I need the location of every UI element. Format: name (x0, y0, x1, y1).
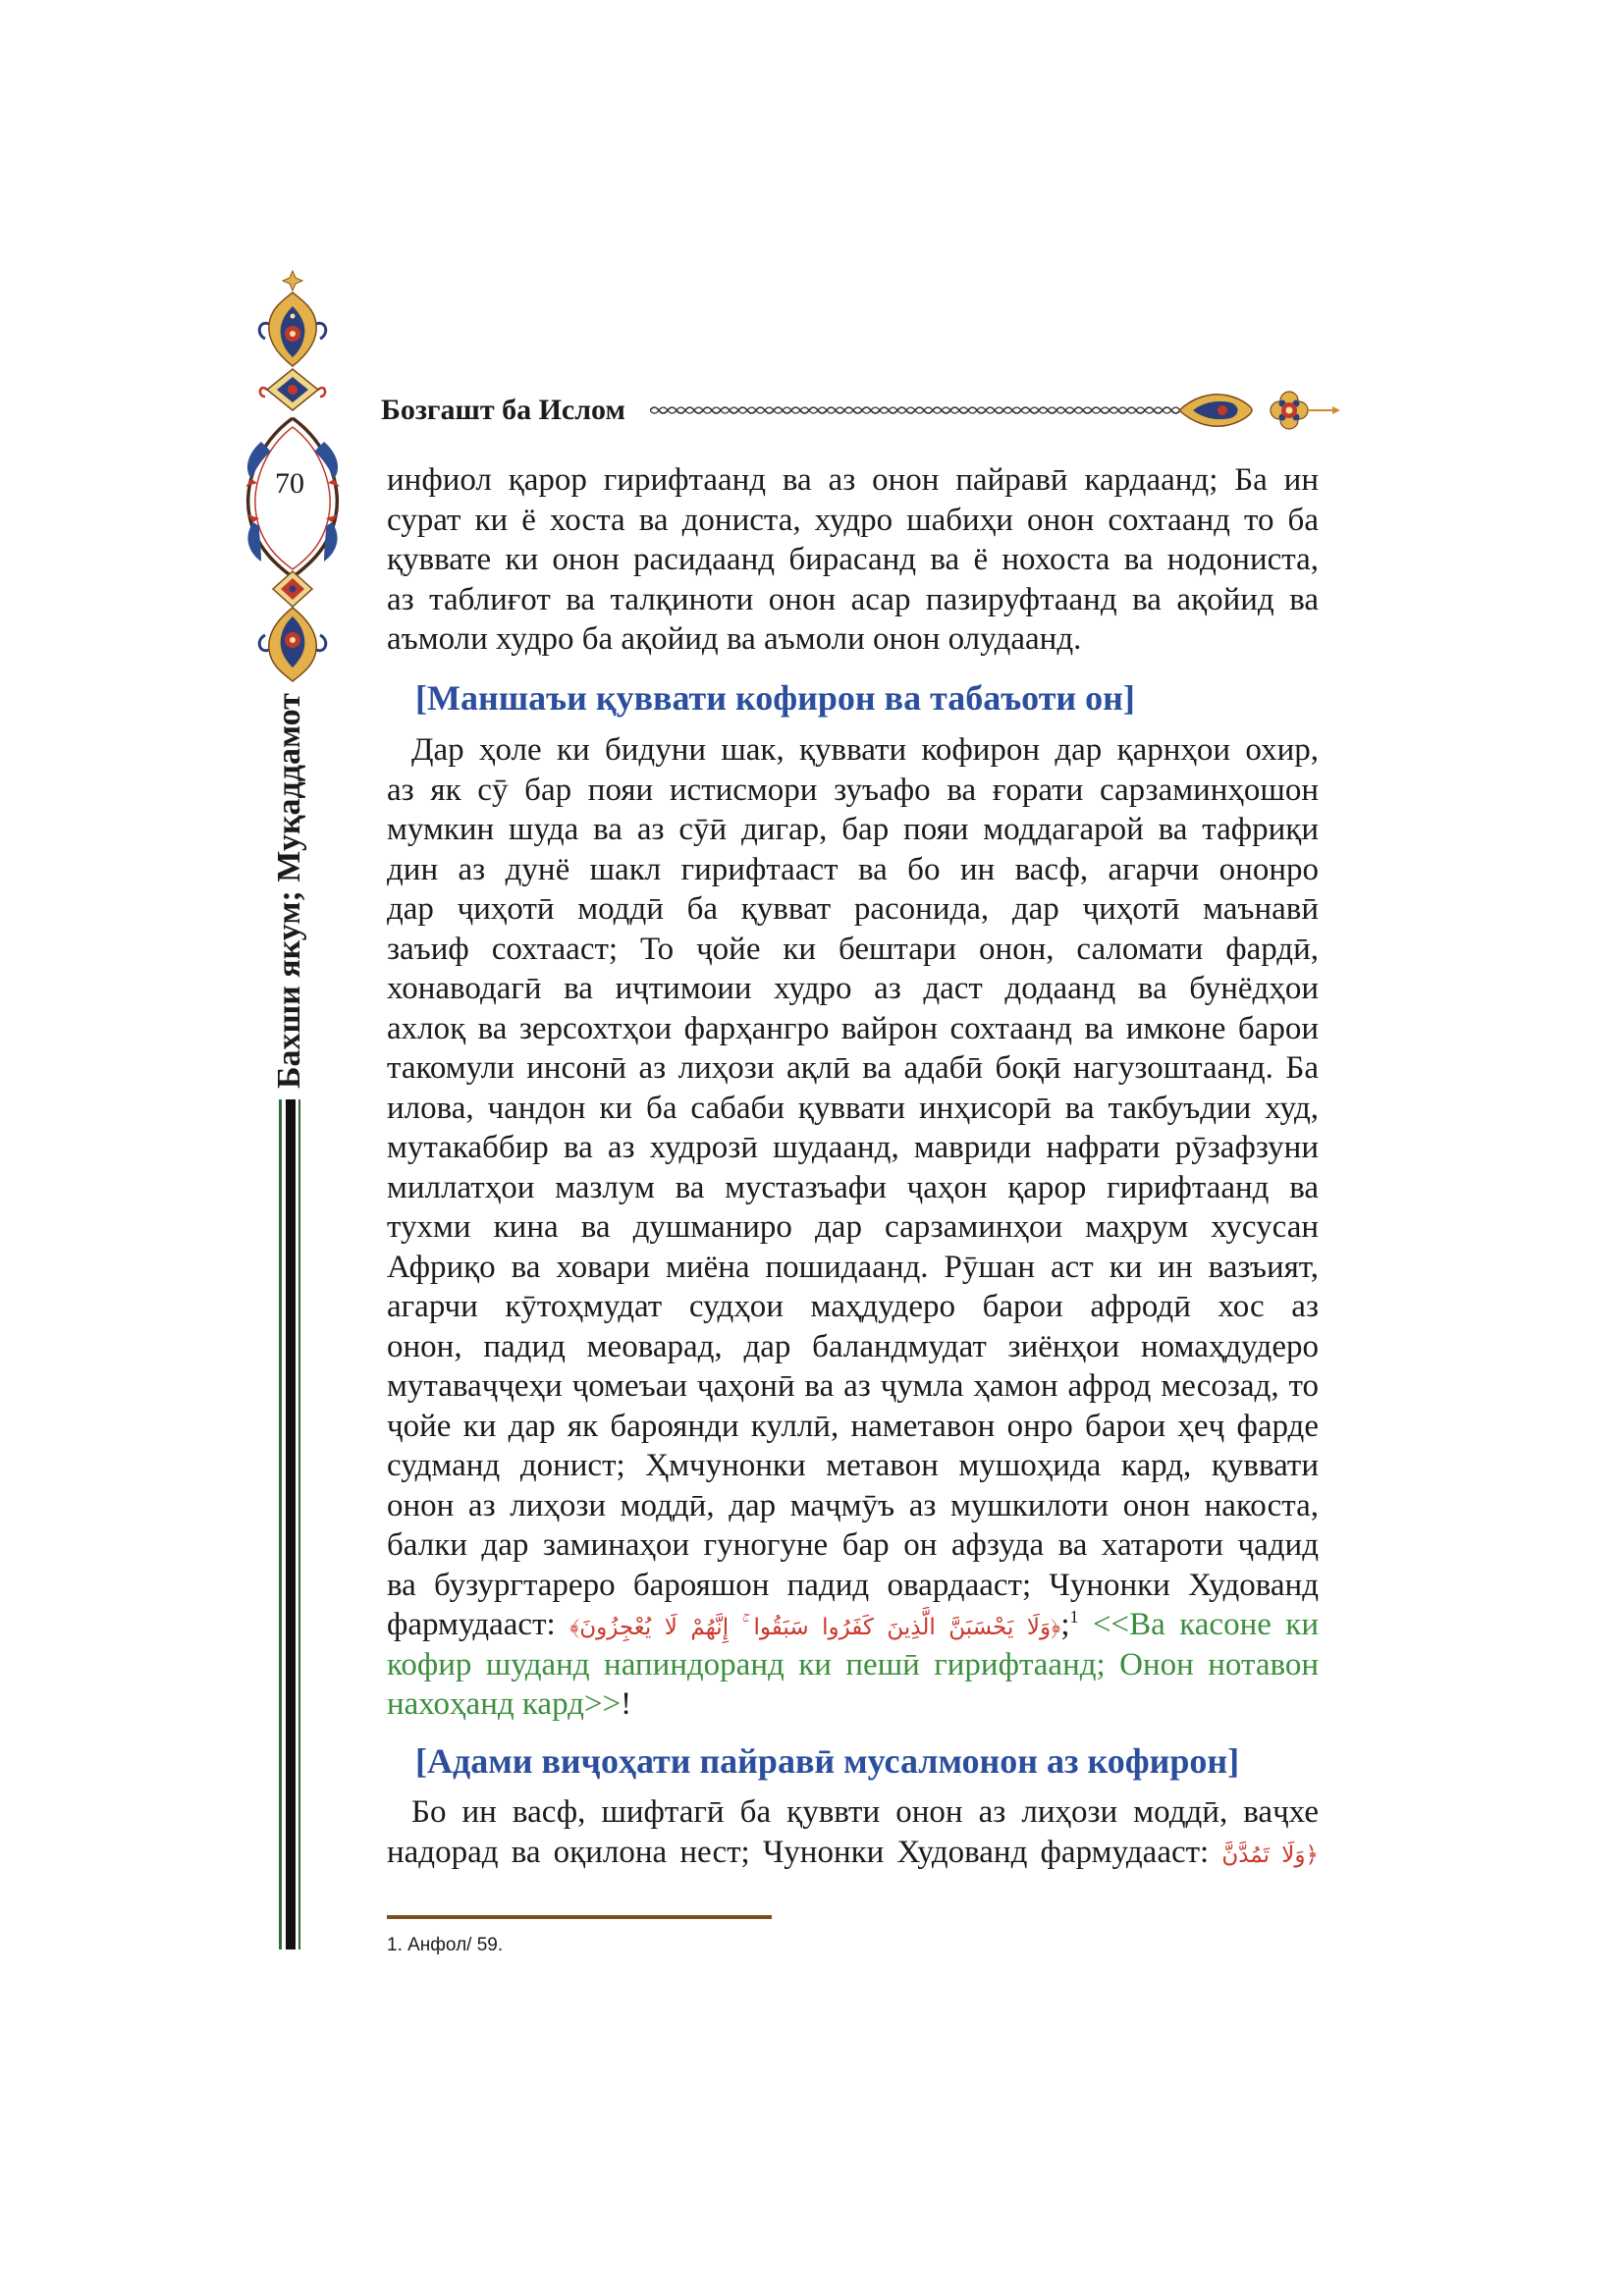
text-line: заъиф сохтааст; То ҷойе ки бештари онон, саломати фардӣ, (387, 932, 1319, 967)
section-heading: [Адами виҷоҳати пайравӣ мусалмонон аз кофирон] (415, 1741, 1240, 1781)
floral-medallion-top (259, 293, 326, 366)
flower-medallion-icon (1271, 392, 1308, 429)
text-line: мутакаббир ва аз худрозӣ шудаанд, мавриди нафрати рӯзафзуни (387, 1130, 1319, 1165)
text-line: аз як сӯ бар пояи истисмори зуъафо ва ғорати сарзаминҳошон (387, 773, 1319, 808)
text-line: аз таблиғот ва талқиноти онон асар пазируфтаанд ва ақойид ва (387, 582, 1319, 617)
text-line: мумкин шуда ва аз сӯӣ дигар, бар пояи моддагарой ва тафриқи (387, 812, 1319, 847)
sentence-end: ! (621, 1686, 632, 1722)
footnote-rule (387, 1915, 772, 1919)
quote-translation: нахоҳанд кард>> (387, 1686, 622, 1722)
text-line: агарчи кӯтоҳмудат судҳои маҳдудеро барои афродӣ хос аз (387, 1289, 1319, 1324)
text-line: онон, падид меоварад, дар баландмудат зиёнҳои номаҳдудеро (387, 1329, 1319, 1364)
floral-medallion-bottom (259, 608, 326, 681)
text-line: сурат ки ё хоста ва дониста, худро шабиҳи онон сохтаанд то ба (387, 503, 1319, 538)
text-line: дин аз дунё шакл гирифтааст ва бо ин васф, агарчи ононро (387, 852, 1319, 887)
text-line: хонаводагӣ ва иҷтимоии худро аз даст додаанд ва бунёдҳои (387, 971, 1319, 1006)
quran-quote: ﴿وَلَا تَمُدَّنَّ (1221, 1842, 1319, 1868)
text-line (387, 1684, 1319, 1724)
text-line: ҷойе ки дар як бароянди куллӣ, наметавон онро барои ҳеҷ фарде (387, 1409, 1319, 1444)
text-line: Бо ин васф, шифтагӣ ба қуввти онон аз лиҳози моддӣ, ваҷхе (411, 1794, 1319, 1830)
text-line: қуввате ки онон расидаанд бирасанд ва ё нохоста ва нодониста, (387, 542, 1319, 577)
quote-lead: фармудааст: (387, 1607, 570, 1642)
running-header-title: Бозгашт ба Ислом (381, 394, 625, 426)
quote-translation: кофир шуданд напиндоранд ки пешӣ гирифтаанд; Онон нотавон (387, 1647, 1319, 1682)
text-line: онон аз лиҳози моддӣ, дар маҷмӯъ аз мушкилоти онон накоста, (387, 1488, 1319, 1523)
footnote: 1. Анфол/ 59. (387, 1935, 504, 1955)
text-line: дар ҷиҳотӣ моддӣ ба қувват расонида, дар ҷиҳотӣ маънавӣ (387, 891, 1319, 927)
text-line: ва бузургтареро барояшон падид овардааст; Чунонки Худованд (387, 1568, 1319, 1603)
text-line: Африқо ва ховари миёна пошидаанд. Рӯшан аст ки ин вазъият, (387, 1250, 1319, 1285)
section-heading: [Маншаъи қуввати кофирон ва табаъоти он] (415, 678, 1135, 718)
rope-rule (650, 402, 1181, 418)
text-line (387, 1645, 1319, 1684)
margin-stripe (286, 1099, 296, 1949)
text-line: судманд донист; Ҳмчунонки метавон мушоҳида кард, қуввати (387, 1448, 1319, 1483)
quran-quote: ﴿وَلَا يَحْسَبَنَّ الَّذِينَ كَفَرُوا سَبَقُوا ۚ إِنَّهُمْ لَا يُعْجِزُونَ﴾ (569, 1615, 1061, 1640)
lozenge-medallion-lower (273, 571, 312, 607)
text-line (387, 1833, 1319, 1875)
footnote-ref: 1 (1069, 1607, 1079, 1627)
margin-stripe (298, 1099, 300, 1949)
page-number: 70 (275, 467, 304, 500)
text-line: тухми кина ва душманиро дар сарзаминҳои маҳрум хусусан (387, 1209, 1319, 1245)
quote-lead: надорад ва оқилона нест; Чунонки Худованд фармудааст: (387, 1835, 1222, 1870)
margin-stripe (279, 1099, 282, 1949)
text-line: инфиол қарор гирифтаанд ва аз онон пайравӣ кардаанд; Ба ин (387, 462, 1319, 498)
text-line: балки дар заминаҳои гуногуне бар он афзуда ва хатароти ҷадид (387, 1527, 1319, 1563)
lozenge-medallion-upper (260, 369, 325, 410)
header-ornament (643, 388, 1342, 435)
text-line: такомули инсонӣ аз лиҳози ақлӣ ва адабӣ боқӣ нагузоштаанд. Ба (387, 1050, 1319, 1086)
quote-separator: ; (1060, 1607, 1070, 1642)
text-line: ахлоқ ва зерсохтҳои фарҳангро вайрон сохтаанд ва имконе барои (387, 1011, 1319, 1046)
text-line (387, 1605, 1319, 1647)
text-line: мутаваҷҷеҳи ҷомеъаи ҷаҳонӣ ва аз ҷумла ҳамон афрод месозад, то (387, 1368, 1319, 1404)
star-ornament (283, 271, 302, 291)
text-line: миллатҳои мазлум ва мустазъафи ҷаҳон қарор гирифтаанд ва (387, 1170, 1319, 1205)
leaf-medallion-icon (1179, 395, 1252, 426)
chapter-side-label: Бахши якум; Муқаддамот (271, 693, 307, 1089)
text-line: илова, чандон ки ба сабаби қуввати инҳисорӣ ва такбуъдии худ, (387, 1091, 1319, 1126)
text-line: аъмоли худро ба ақойид ва аъмоли онон олудаанд. (387, 621, 1082, 657)
arrow-tip-icon (1308, 406, 1340, 414)
quote-translation: <<Ва касоне ки (1092, 1607, 1319, 1642)
text-line: Дар ҳоле ки бидуни шак, қуввати кофирон дар қарнҳои охир, (411, 732, 1319, 768)
